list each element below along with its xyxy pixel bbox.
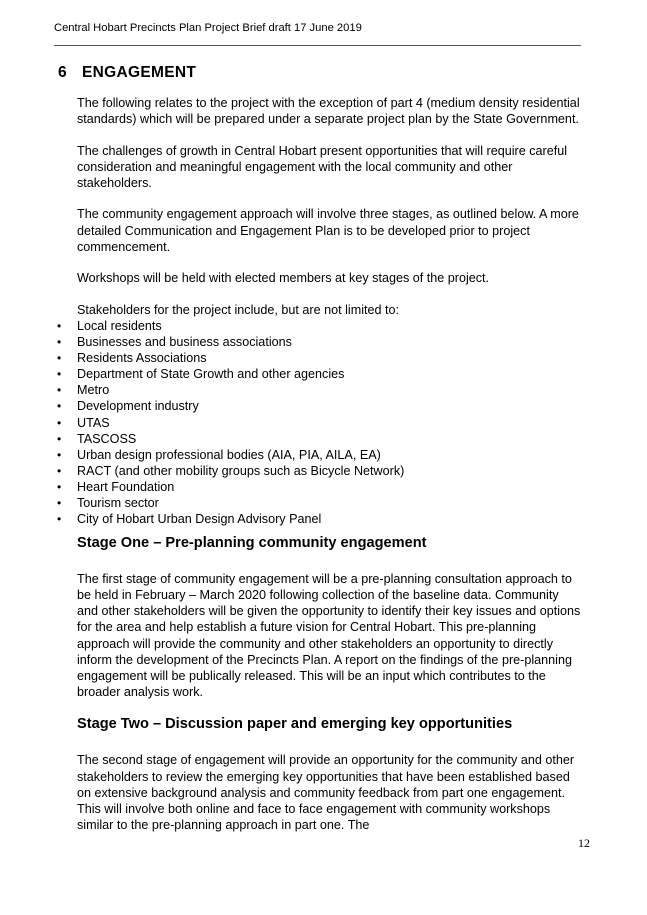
section-number: 6 bbox=[58, 64, 67, 81]
section-title: ENGAGEMENT bbox=[82, 64, 197, 81]
intro-paragraph: The following relates to the project with the exception of part 4 (medium density residential standards) which will be prepared under a separate project plan by the State Government. bbox=[77, 96, 580, 127]
list-item: • RACT (and other mobility groups such as Bicycle Network) bbox=[57, 463, 405, 478]
bullet-icon: • bbox=[57, 431, 62, 446]
list-item: • Heart Foundation bbox=[57, 479, 175, 494]
document-body bbox=[57, 95, 582, 848]
list-item: • Residents Associations bbox=[57, 351, 207, 366]
stakeholders-intro: Stakeholders for the project include, but are not limited to: bbox=[77, 302, 400, 317]
bullet-icon: • bbox=[57, 495, 62, 510]
workshops-paragraph: Workshops will be held with elected members at key stages of the project. bbox=[77, 271, 490, 286]
bullet-icon: • bbox=[57, 399, 62, 414]
stage-two-heading: Stage Two – Discussion paper and emerging key opportunities bbox=[77, 716, 513, 733]
list-item: • Development industry bbox=[57, 399, 199, 414]
section-heading bbox=[58, 64, 196, 82]
bullet-icon: • bbox=[57, 351, 62, 366]
list-item: • Businesses and business associations bbox=[57, 335, 292, 350]
bullet-icon: • bbox=[57, 447, 62, 462]
bullet-icon: • bbox=[57, 383, 62, 398]
list-item: • TASCOSS bbox=[57, 431, 137, 446]
page-number: 12 bbox=[578, 836, 590, 850]
approach-paragraph: The community engagement approach will involve three stages, as outlined below. A more detailed Communication and Engagement Plan is to be developed prior to project commencement. bbox=[77, 207, 579, 254]
stage-one-heading: Stage One – Pre-planning community engagement bbox=[77, 535, 427, 552]
bullet-icon: • bbox=[57, 463, 62, 478]
stakeholder-list bbox=[57, 318, 582, 527]
bullet-icon: • bbox=[57, 335, 62, 350]
stage-one-body: The first stage of community engagement will be a pre-planning consultation approach to be held in February – March 2020 following collection of the baseline data. Community and other stakeholders will be given the opportunity to identify their key issues and options for the area and help establish a future vision for Central Hobart. This pre-planning approach will provide the community and other stakeholders an opportunity to directly inform the development of the Precincts Plan. A report on the findings of the pre-planning engagement will be publically released. This will be an input which contributes to the broader analysis work. bbox=[77, 572, 581, 699]
header-divider bbox=[54, 45, 581, 46]
bullet-icon: • bbox=[57, 318, 62, 333]
bullet-icon: • bbox=[57, 479, 62, 494]
growth-paragraph: The challenges of growth in Central Hobart present opportunities that will require careful consideration and meaningful engagement with the local community and other stakeholders. bbox=[77, 143, 568, 190]
running-header: Central Hobart Precincts Plan Project Brief draft 17 June 2019 bbox=[54, 22, 362, 34]
bullet-icon: • bbox=[57, 367, 62, 382]
bullet-icon: • bbox=[57, 415, 62, 430]
list-item: • Department of State Growth and other agencies bbox=[57, 367, 345, 382]
stage-two-body: The second stage of engagement will provide an opportunity for the community and other stakeholders to review the emerging key opportunities that have been established based on extensive background analysis and community feedback from part one engagement. This will involve both online and face to face engagement with community workshops similar to the pre-planning approach in part one. The bbox=[77, 753, 575, 832]
list-item: • Local residents bbox=[57, 318, 162, 333]
list-item: • Metro bbox=[57, 383, 110, 398]
list-item: • City of Hobart Urban Design Advisory Panel bbox=[57, 512, 322, 527]
list-item: • Urban design professional bodies (AIA, PIA, AILA, EA) bbox=[57, 447, 381, 462]
list-item: • Tourism sector bbox=[57, 495, 159, 510]
list-item: • UTAS bbox=[57, 415, 110, 430]
bullet-icon: • bbox=[57, 512, 62, 527]
